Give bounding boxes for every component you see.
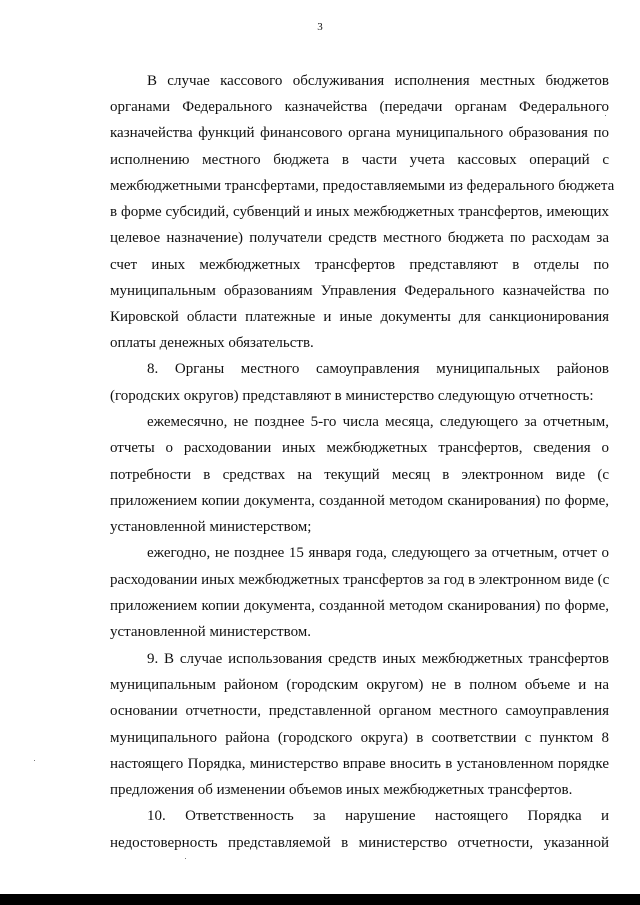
text-line: ежегодно, не позднее 15 января года, следующего за отчетным, отчет о xyxy=(147,545,609,561)
text-line: приложением копии документа, созданной методом сканирования) по форме, xyxy=(110,493,609,509)
text-line: расходовании иных межбюджетных трансфертов за год в электронном виде (с xyxy=(110,572,610,588)
text-line: недостоверность представляемой в министерство отчетности, указанной xyxy=(110,835,609,851)
text-line: настоящего Порядка, министерство вправе вносить в установленном порядке xyxy=(110,756,609,772)
text-line: предложения об изменении объемов иных межбюджетных трансфертов. xyxy=(110,782,573,798)
text-line: казначейства функций финансового органа муниципального образования по xyxy=(110,125,609,141)
text-line: основании отчетности, представленной органом местного самоуправления xyxy=(110,703,609,719)
text-line: 10. Ответственность за нарушение настоящего Порядка и xyxy=(147,808,609,824)
text-line: ежемесячно, не позднее 5-го числа месяца, следующего за отчетным, xyxy=(147,414,609,430)
text-line: муниципального района (городского округа) в соответствии с пунктом 8 xyxy=(110,730,609,746)
text-line: 9. В случае использования средств иных межбюджетных трансфертов xyxy=(147,651,609,667)
text-line: муниципальным районом (городским округом) не в полном объеме и на xyxy=(110,677,609,693)
scan-speck xyxy=(185,858,186,859)
text-line: установленной министерством; xyxy=(110,519,312,535)
text-line: счет иных межбюджетных трансфертов представляют в отделы по xyxy=(110,257,609,273)
text-line: приложением копии документа, созданной методом сканирования) по форме, xyxy=(110,598,609,614)
page-number: 3 xyxy=(317,21,323,33)
scan-speck xyxy=(34,760,35,761)
text-line: межбюджетными трансфертами, предоставляемыми из федерального бюджета xyxy=(110,178,615,194)
text-line: В случае кассового обслуживания исполнения местных бюджетов xyxy=(147,73,609,89)
text-line: целевое назначение) получатели средств местного бюджета по расходам за xyxy=(110,230,609,246)
text-line: потребности в средствах на текущий месяц в электронном виде (с xyxy=(110,467,609,483)
text-line: (городских округов) представляют в министерство следующую отчетность: xyxy=(110,388,594,404)
text-line: установленной министерством. xyxy=(110,624,312,640)
text-line: отчеты о расходовании иных межбюджетных трансфертов, сведения о xyxy=(110,440,609,456)
scan-speck xyxy=(605,115,606,116)
scan-border xyxy=(0,894,640,905)
text-line: оплаты денежных обязательств. xyxy=(110,335,314,351)
text-line: Кировской области платежные и иные документы для санкционирования xyxy=(110,309,609,325)
text-line: в форме субсидий, субвенций и иных межбюджетных трансфертов, имеющих xyxy=(110,204,609,220)
text-line: исполнению местного бюджета в части учета кассовых операций с xyxy=(110,152,609,168)
text-line: органами Федерального казначейства (передачи органам Федерального xyxy=(110,99,609,115)
text-line: муниципальным образованиям Управления Федерального казначейства по xyxy=(110,283,609,299)
text-line: 8. Органы местного самоуправления муниципальных районов xyxy=(147,361,609,377)
